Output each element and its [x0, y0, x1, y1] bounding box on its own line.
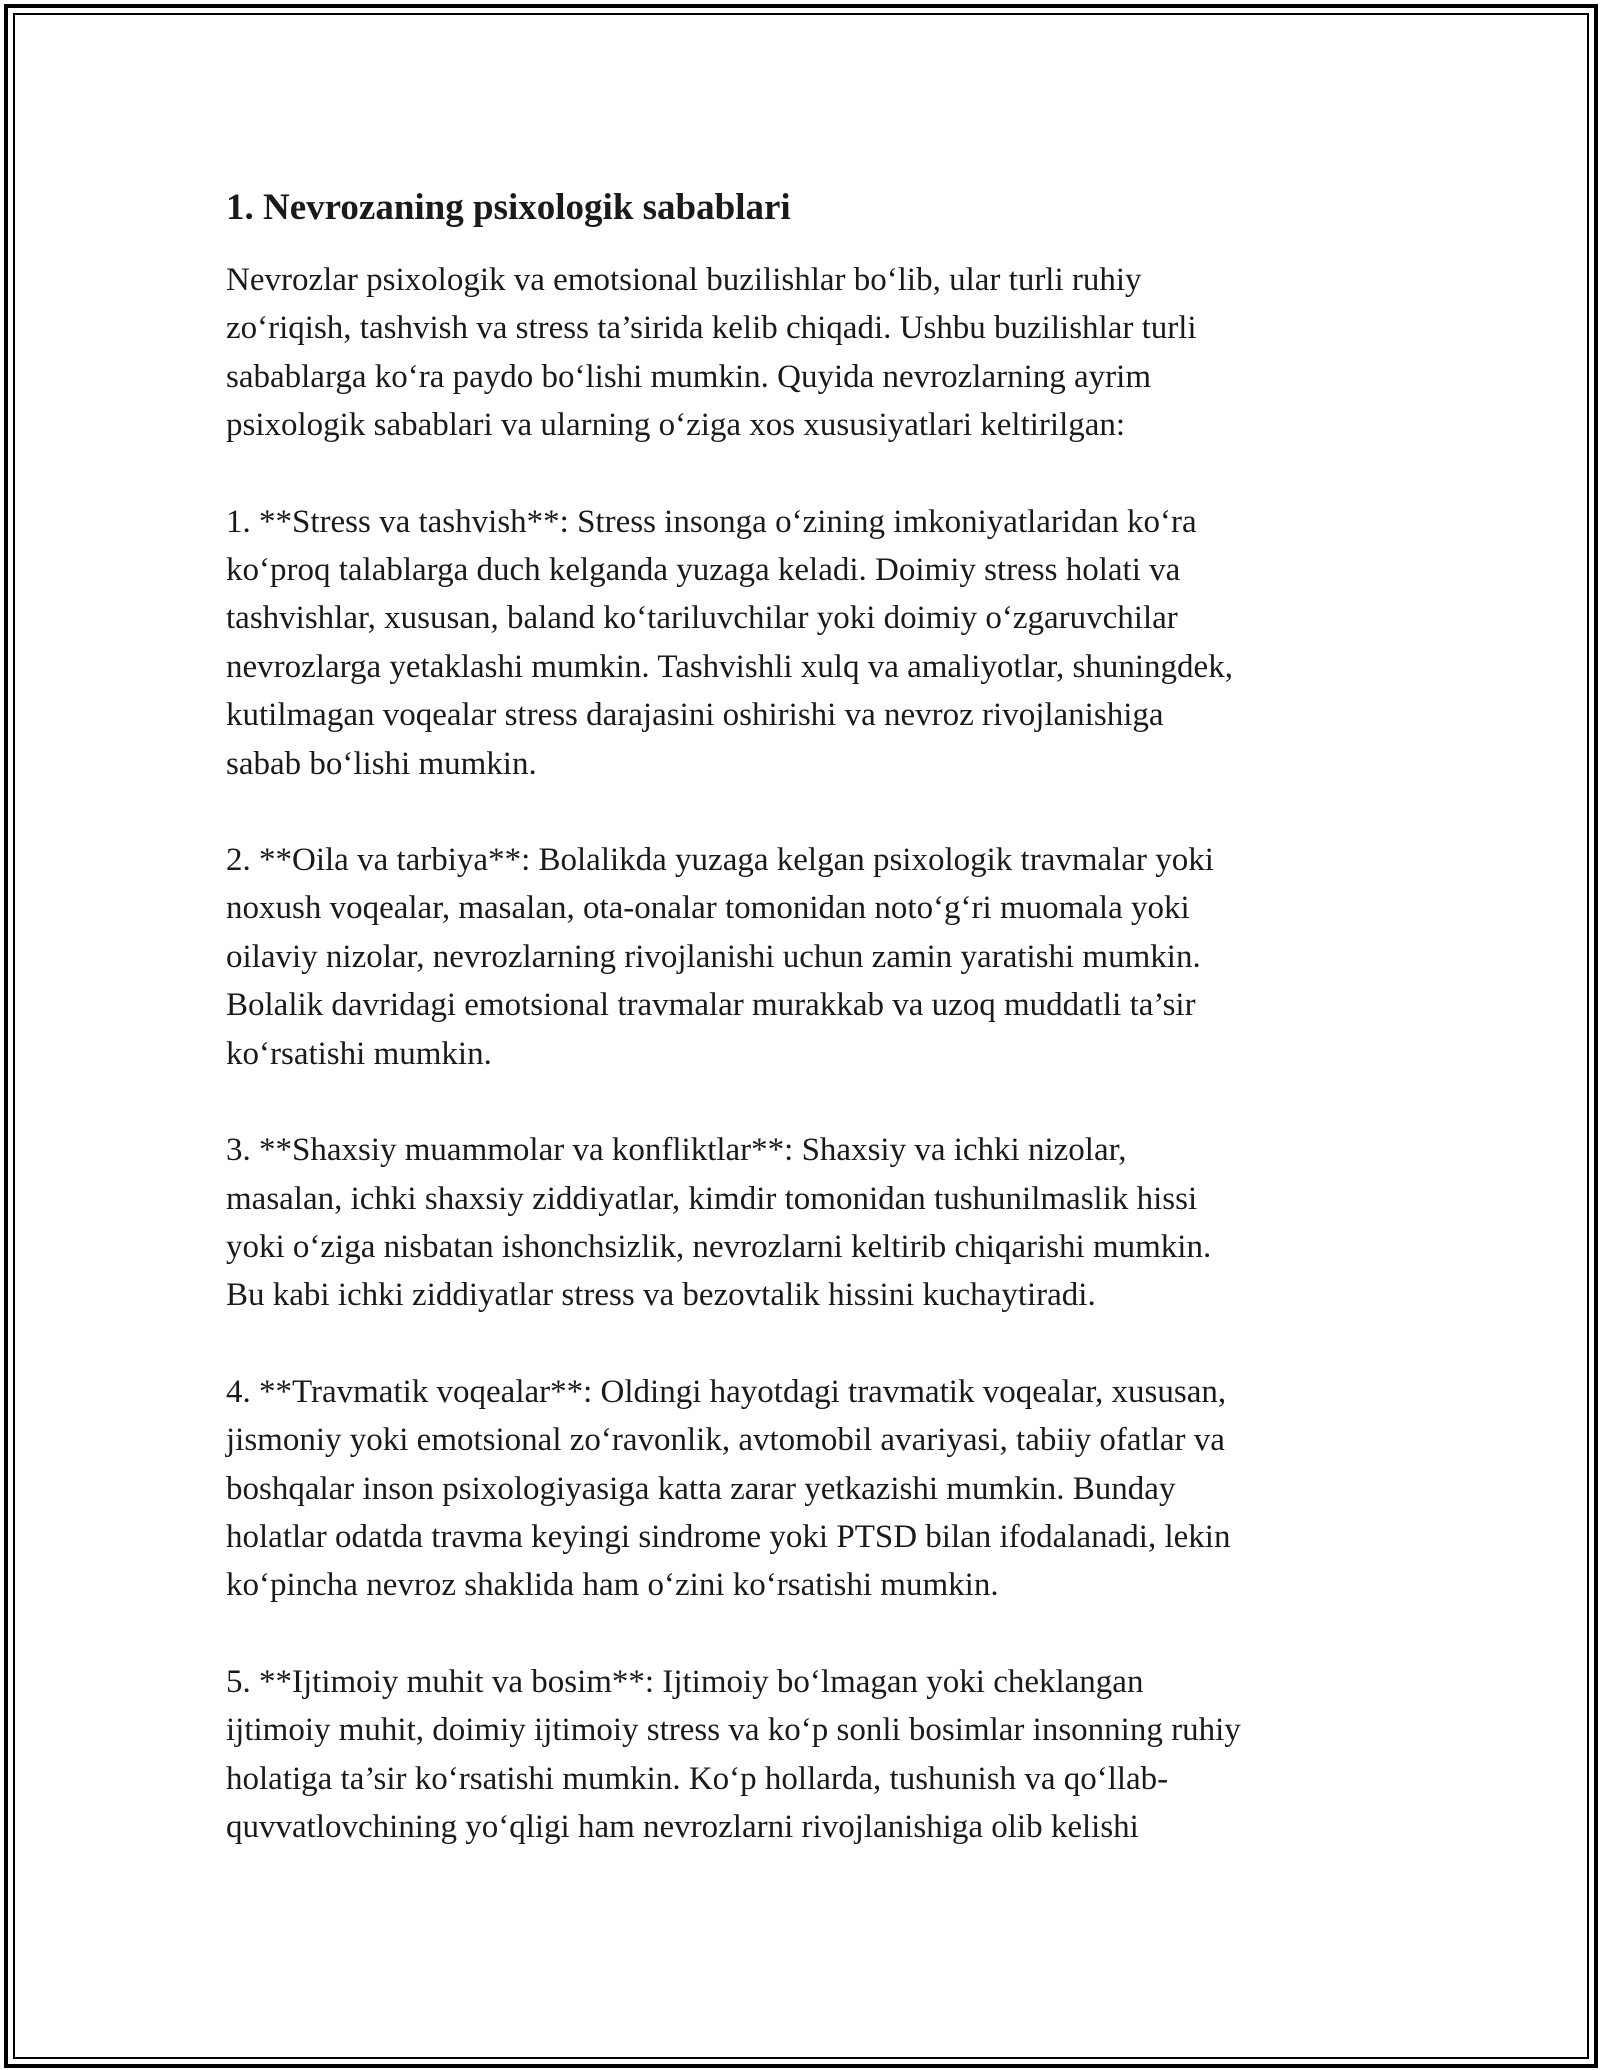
text-line: sabablarga ko‘ra paydo bo‘lishi mumkin. Quyida nevrozlarning ayrim — [226, 358, 1151, 395]
text-line: quvvatlovchining yo‘qligi ham nevrozlarni rivojlanishiga olib kelishi — [226, 1808, 1139, 1845]
text-line: holatiga ta’sir ko‘rsatishi mumkin. Ko‘p hollarda, tushunish va qo‘llab- — [226, 1760, 1169, 1797]
text-line: ko‘pincha nevroz shaklida ham o‘zini ko‘rsatishi mumkin. — [226, 1567, 999, 1604]
text-line: 4. **Travmatik voqealar**: Oldingi hayotdagi travmatik voqealar, xususan, — [226, 1373, 1227, 1410]
text-line: boshqalar inson psixologiyasiga katta zarar yetkazishi mumkin. Bunday — [226, 1470, 1176, 1507]
text-line: zo‘riqish, tashvish va stress ta’sirida kelib chiqadi. Ushbu buzilishlar turli — [226, 310, 1197, 347]
text-line: jismoniy yoki emotsional zo‘ravonlik, avtomobil avariyasi, tabiiy ofatlar va — [226, 1422, 1225, 1459]
text-line: 3. **Shaxsiy muammolar va konfliktlar**: Shaxsiy va ichki nizolar, — [226, 1132, 1127, 1169]
text-line: ko‘proq talablarga duch kelganda yuzaga keladi. Doimiy stress holati va — [226, 552, 1181, 589]
text-line: holatlar odatda travma keyingi sindrome yoki PTSD bilan ifodalanadi, lekin — [226, 1518, 1231, 1555]
text-line: ko‘rsatishi mumkin. — [226, 1035, 492, 1072]
text-line: nevrozlarga yetaklashi mumkin. Tashvishli xulq va amaliyotlar, shuningdek, — [226, 648, 1233, 685]
text-line: Nevrozlar psixologik va emotsional buzilishlar bo‘lib, ular turli ruhiy — [226, 262, 1142, 298]
paragraph-personal-conflicts — [226, 1126, 1406, 1320]
paragraph-family — [226, 836, 1406, 1078]
paragraph-intro — [226, 256, 1406, 450]
text-line: Bolalik davridagi emotsional travmalar murakkab va uzoq muddatli ta’sir — [226, 987, 1196, 1024]
text-line: kutilmagan voqealar stress darajasini oshirishi va nevroz rivojlanishiga — [226, 697, 1164, 734]
text-line: 1. **Stress va tashvish**: Stress insonga o‘zining imkoniyatlaridan ko‘ra — [226, 503, 1197, 540]
text-line: Bu kabi ichki ziddiyatlar stress va bezovtalik hissini kuchaytiradi. — [226, 1277, 1096, 1314]
text-line: sabab bo‘lishi mumkin. — [226, 745, 537, 782]
text-line: yoki o‘ziga nisbatan ishonchsizlik, nevrozlarni keltirib chiqarishi mumkin. — [226, 1228, 1212, 1265]
paragraph-traumatic-events — [226, 1368, 1406, 1610]
paragraph-stress — [226, 498, 1406, 788]
paragraph-social-environment — [226, 1658, 1406, 1852]
text-line: oilaviy nizolar, nevrozlarning rivojlanishi uchun zamin yaratishi mumkin. — [226, 938, 1201, 975]
document-body — [226, 184, 1406, 1899]
text-line: psixologik sabablari va ularning o‘ziga xos xususiyatlari keltirilgan: — [226, 407, 1126, 444]
text-line: 2. **Oila va tarbiya**: Bolalikda yuzaga kelgan psixologik travmalar yoki — [226, 842, 1214, 879]
text-line: 5. **Ijtimoiy muhit va bosim**: Ijtimoiy bo‘lmagan yoki cheklangan — [226, 1663, 1144, 1700]
text-line: tashvishlar, xususan, baland ko‘tariluvchilar yoki doimiy o‘zgaruvchilar — [226, 600, 1178, 637]
document-title: 1. Nevrozaning psixologik sabablari — [226, 187, 791, 228]
text-line: masalan, ichki shaxsiy ziddiyatlar, kimdir tomonidan tushunilmaslik hissi — [226, 1180, 1198, 1217]
text-line: noxush voqealar, masalan, ota-onalar tomonidan noto‘g‘ri muomala yoki — [226, 890, 1190, 927]
text-line: ijtimoiy muhit, doimiy ijtimoiy stress va ko‘p sonli bosimlar insonning ruhiy — [226, 1712, 1241, 1749]
